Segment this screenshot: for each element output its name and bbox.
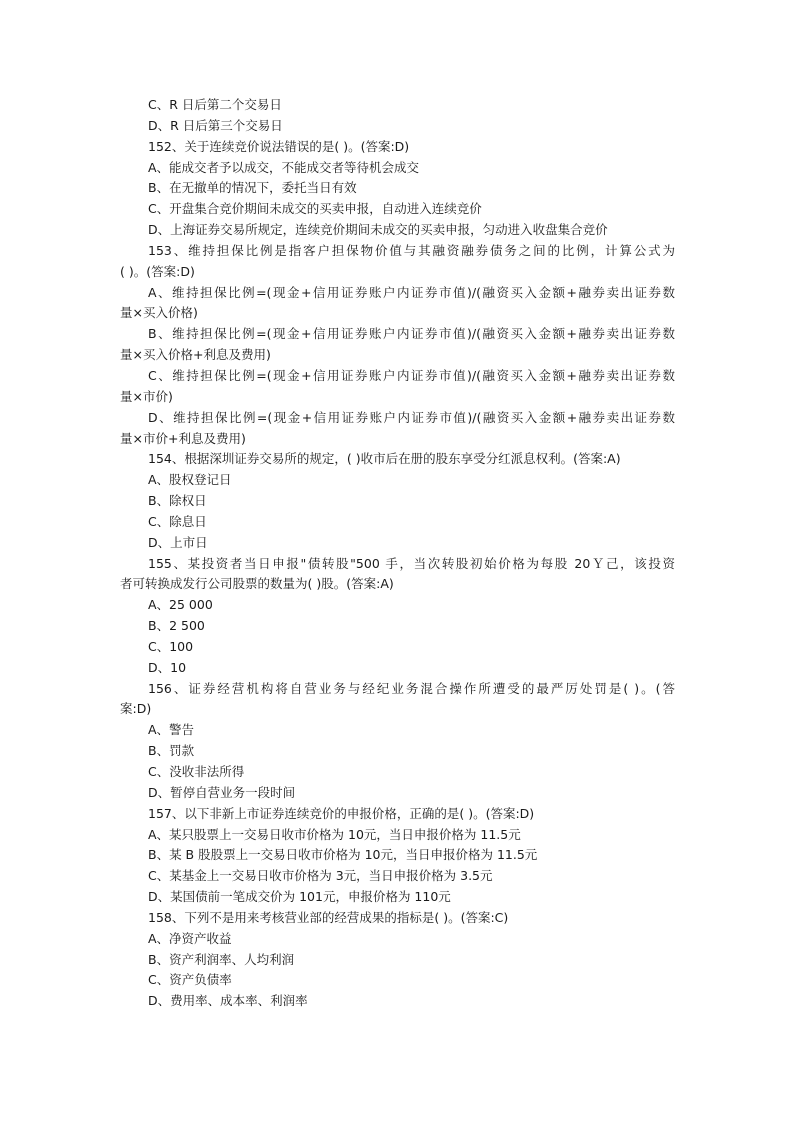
option-line: B、某 B 股股票上一交易日收市价格为 10元，当日申报价格为 11.5元 (148, 847, 538, 863)
option-line: D、暂停自营业务一段时间 (148, 784, 296, 800)
option-line: B、在无撤单的情况下，委托当日有效 (148, 180, 357, 196)
option-line: C、100 (148, 638, 194, 654)
option-line: A、能成交者予以成交，不能成交者等待机会成交 (148, 159, 420, 175)
question-line: 154、根据深圳证券交易所的规定，( )收市后在册的股东享受分红派息权利。(答案:A) (148, 451, 621, 467)
option-line: D、维持担保比例=(现金+信用证券账户内证券市值)/(融资买入金额+融券卖出证券数 (148, 409, 675, 425)
option-line-cont: 量×市价) (120, 388, 173, 404)
question-line-cont: 案:D) (120, 701, 152, 717)
question-line: 155、某投资者当日申报"债转股"500 手，当次转股初始价格为每股 20Ｙ己，该投资 (148, 555, 675, 571)
option-line: C、维持担保比例=(现金+信用证券账户内证券市值)/(融资买入金额+融券卖出证券数 (148, 367, 675, 383)
option-line: C、R 日后第二个交易日 (148, 97, 282, 112)
option-line-cont: 量×买入价格+利息及费用) (120, 347, 271, 363)
option-line: B、罚款 (148, 743, 195, 759)
question-line-cont: ( )。(答案:D) (120, 263, 195, 279)
question-line: 156、证券经营机构将自营业务与经纪业务混合操作所遭受的最严厉处罚是( )。(答 (148, 680, 675, 696)
option-line: C、没收非法所得 (148, 764, 245, 779)
option-line: A、股权登记日 (148, 472, 232, 488)
option-line: D、R 日后第三个交易日 (148, 117, 283, 133)
question-line: 158、下列不是用来考核营业部的经营成果的指标是( )。(答案:C) (148, 909, 509, 925)
option-line-cont: 量×买入价格) (120, 305, 198, 321)
option-line: D、费用率、成本率、利润率 (148, 993, 308, 1009)
question-line-cont: 者可转换成发行公司股票的数量为( )股。(答案:A) (120, 576, 394, 592)
option-line: C、开盘集合竞价期间未成交的买卖申报，自动进入连续竞价 (148, 201, 482, 217)
option-line: D、某国债前一笔成交价为 101元，申报价格为 110元 (148, 889, 451, 905)
option-line: A、维持担保比例=(现金+信用证券账户内证券市值)/(融资买入金额+融券卖出证券数 (148, 284, 675, 300)
option-line: D、上海证券交易所规定，连续竞价期间未成交的买卖申报，匀动进入收盘集合竞价 (148, 222, 608, 238)
option-line: A、净资产收益 (148, 930, 232, 946)
option-line: A、25 000 (148, 597, 213, 613)
question-line: 152、关于连续竞价说法错误的是( )。(答案:D) (148, 138, 410, 154)
option-line: C、资产负债率 (148, 972, 232, 988)
option-line-cont: 量×市价+利息及费用) (120, 430, 246, 446)
question-line: 157、以下非新上市证券连续竞价的申报价格，正确的是( )。(答案:D) (148, 805, 535, 821)
option-line: A、警告 (148, 722, 195, 738)
option-line: B、除权日 (148, 493, 207, 509)
option-line: A、某只股票上一交易日收市价格为 10元，当日申报价格为 11.5元 (148, 826, 521, 842)
option-line: C、除息日 (148, 513, 207, 529)
question-line: 153、维持担保比例是指客户担保物价值与其融资融券债务之间的比例，计算公式为 (148, 242, 675, 258)
option-line: D、上市日 (148, 534, 208, 550)
option-line: B、维持担保比例=(现金+信用证券账户内证券市值)/(融资买入金额+融券卖出证券数 (148, 326, 675, 342)
document-page (120, 95, 675, 1012)
option-line: B、2 500 (148, 618, 205, 634)
option-line: C、某基金上一交易日收市价格为 3元，当日申报价格为 3.5元 (148, 868, 493, 884)
option-line: D、10 (148, 659, 187, 675)
option-line: B、资产利润率、人均利润 (148, 951, 295, 967)
